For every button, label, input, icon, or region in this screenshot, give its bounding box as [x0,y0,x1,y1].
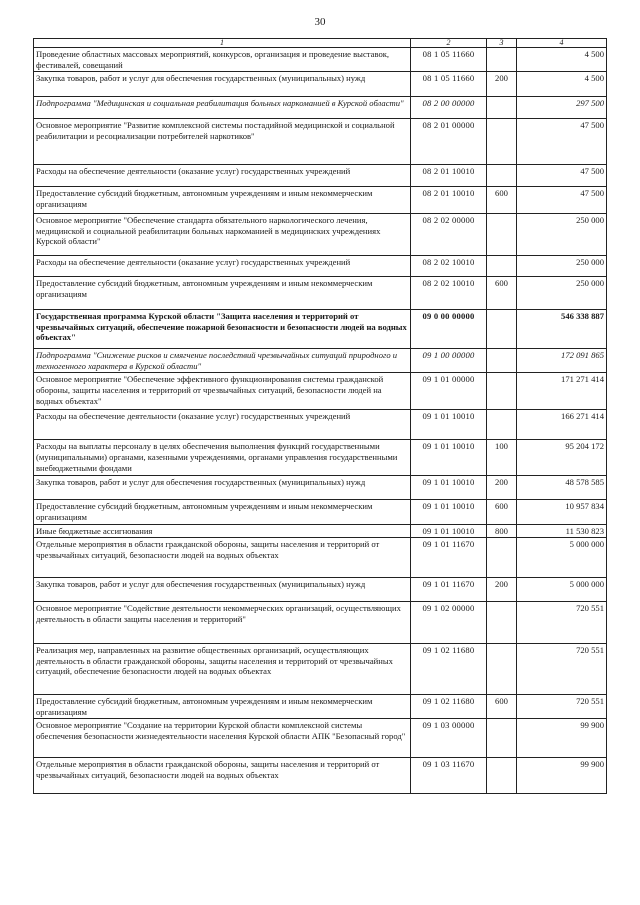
row-code-cell: 08 2 02 00000 [411,214,487,256]
row-name-cell: Закупка товаров, работ и услуг для обеспечения государственных (муниципальных) нужд [34,578,411,602]
row-code-cell: 08 1 05 11660 [411,72,487,97]
row-name-cell: Расходы на обеспечение деятельности (оказание услуг) государственных учреждений [34,165,411,187]
row-expense-type-cell [487,758,517,794]
table-row [34,119,607,165]
row-name-cell: Реализация мер, направленных на развитие общественных организаций, осуществляющих деятельность в области гражданской обороны, защиты населения и территорий от чрезвычайных ситуаций, обеспечение безопасности людей на водных объектах [34,644,411,695]
row-amount-cell: 47 500 [517,165,607,187]
row-name-cell: Отдельные мероприятия в области гражданской обороны, защиты населения и территорий от чрезвычайных ситуаций, безопасности людей на водных объектах [34,758,411,794]
row-expense-type-cell: 100 [487,440,517,476]
row-amount-cell: 99 900 [517,719,607,758]
row-expense-type-cell [487,48,517,72]
row-expense-type-cell [487,97,517,119]
row-name-cell: Закупка товаров, работ и услуг для обеспечения государственных (муниципальных) нужд [34,72,411,97]
row-amount-cell: 4 500 [517,48,607,72]
row-name-cell: Расходы на обеспечение деятельности (оказание услуг) государственных учреждений [34,410,411,440]
table-row [34,538,607,578]
row-expense-type-cell: 200 [487,72,517,97]
table-row [34,410,607,440]
row-code-cell: 09 1 03 11670 [411,758,487,794]
table-row [34,602,607,644]
row-amount-cell: 250 000 [517,214,607,256]
row-expense-type-cell: 200 [487,476,517,500]
row-name-cell: Предоставление субсидий бюджетным, автономным учреждениям и иным некоммерческим организациям [34,695,411,719]
row-amount-cell: 250 000 [517,277,607,310]
row-name-cell: Иные бюджетные ассигнования [34,524,411,538]
row-name-cell: Основное мероприятие "Содействие деятельности некоммерческих организаций, осуществляющих деятельность в области защиты населения и территорий" [34,602,411,644]
row-amount-cell: 250 000 [517,256,607,277]
row-expense-type-cell [487,373,517,410]
table-row [34,72,607,97]
table-row [34,578,607,602]
table-row [34,476,607,500]
row-amount-cell: 720 551 [517,695,607,719]
table-row [34,373,607,410]
row-name-cell: Отдельные мероприятия в области гражданской обороны, защиты населения и территорий от чрезвычайных ситуаций, безопасности людей на водных объектах [34,538,411,578]
table-row [34,214,607,256]
row-amount-cell: 10 957 834 [517,500,607,524]
row-code-cell: 09 0 00 00000 [411,310,487,349]
budget-table [33,38,607,794]
table-row [34,165,607,187]
table-row [34,758,607,794]
row-amount-cell: 95 204 172 [517,440,607,476]
row-amount-cell: 720 551 [517,602,607,644]
header-col-4: 4 [517,39,607,48]
row-name-cell: Закупка товаров, работ и услуг для обеспечения государственных (муниципальных) нужд [34,476,411,500]
row-expense-type-cell: 600 [487,277,517,310]
row-code-cell: 09 1 01 10010 [411,524,487,538]
row-expense-type-cell [487,410,517,440]
row-expense-type-cell: 600 [487,187,517,214]
table-row [34,644,607,695]
row-code-cell: 09 1 03 00000 [411,719,487,758]
table-header-row [34,39,607,48]
row-amount-cell: 171 271 414 [517,373,607,410]
row-expense-type-cell [487,119,517,165]
row-amount-cell: 99 900 [517,758,607,794]
table-row [34,97,607,119]
table-row [34,349,607,373]
row-code-cell: 08 2 02 10010 [411,256,487,277]
table-row [34,440,607,476]
table-row [34,500,607,524]
row-code-cell: 08 1 05 11660 [411,48,487,72]
table-body [34,48,607,794]
header-col-3: 3 [487,39,517,48]
table-row [34,719,607,758]
row-expense-type-cell [487,719,517,758]
row-code-cell: 09 1 02 11680 [411,644,487,695]
row-code-cell: 08 2 00 00000 [411,97,487,119]
row-name-cell: Подпрограмма "Снижение рисков и смягчение последствий чрезвычайных ситуаций природного и техногенного характера в Курской области" [34,349,411,373]
row-amount-cell: 48 578 585 [517,476,607,500]
row-code-cell: 09 1 01 10010 [411,476,487,500]
header-col-2: 2 [411,39,487,48]
row-amount-cell: 4 500 [517,72,607,97]
row-amount-cell: 720 551 [517,644,607,695]
row-code-cell: 08 2 01 10010 [411,165,487,187]
table-row [34,256,607,277]
header-col-1: 1 [34,39,411,48]
row-expense-type-cell [487,165,517,187]
row-name-cell: Предоставление субсидий бюджетным, автономным учреждениям и иным некоммерческим организациям [34,500,411,524]
row-expense-type-cell [487,644,517,695]
table-row [34,524,607,538]
row-amount-cell: 5 000 000 [517,538,607,578]
row-code-cell: 09 1 01 11670 [411,578,487,602]
row-expense-type-cell [487,602,517,644]
row-name-cell: Основное мероприятие "Обеспечение стандарта обязательного наркологического лечения, медицинской и социальной реабилитации больных наркоманией в медицинских учреждениях Курской области" [34,214,411,256]
row-name-cell: Основное мероприятие "Создание на территории Курской области комплексной системы обеспечения безопасности жизнедеятельности населения Курской области АПК "Безопасный город" [34,719,411,758]
row-code-cell: 09 1 01 10010 [411,440,487,476]
row-amount-cell: 11 530 823 [517,524,607,538]
row-amount-cell: 546 338 887 [517,310,607,349]
table-row [34,48,607,72]
row-expense-type-cell [487,538,517,578]
row-code-cell: 09 1 02 00000 [411,602,487,644]
row-amount-cell: 166 271 414 [517,410,607,440]
row-code-cell: 09 1 02 11680 [411,695,487,719]
row-name-cell: Основное мероприятие "Обеспечение эффективного функционирования системы гражданской обороны, защиты населения и территорий от чрезвычайных ситуаций, безопасности людей на водных объектах" [34,373,411,410]
row-name-cell: Подпрограмма "Медицинская и социальная реабилитация больных наркоманией в Курской области" [34,97,411,119]
row-amount-cell: 172 091 865 [517,349,607,373]
table-row [34,187,607,214]
row-code-cell: 09 1 01 11670 [411,538,487,578]
row-name-cell: Предоставление субсидий бюджетным, автономным учреждениям и иным некоммерческим организациям [34,187,411,214]
table-row [34,695,607,719]
row-expense-type-cell: 800 [487,524,517,538]
page-number: 30 [314,16,326,28]
row-expense-type-cell [487,310,517,349]
row-expense-type-cell [487,256,517,277]
row-amount-cell: 47 500 [517,187,607,214]
row-name-cell: Государственная программа Курской области "Защита населения и территорий от чрезвычайных ситуаций, обеспечение пожарной безопасности и безопасности людей на водных объектах" [34,310,411,349]
row-amount-cell: 5 000 000 [517,578,607,602]
table-row [34,310,607,349]
row-name-cell: Проведение областных массовых мероприятий, конкурсов, организация и проведение выставок, фестивалей, совещаний [34,48,411,72]
row-expense-type-cell [487,349,517,373]
row-code-cell: 09 1 01 00000 [411,373,487,410]
row-code-cell: 08 2 01 00000 [411,119,487,165]
row-amount-cell: 297 500 [517,97,607,119]
row-code-cell: 09 1 01 10010 [411,500,487,524]
row-expense-type-cell [487,214,517,256]
row-expense-type-cell: 600 [487,695,517,719]
row-code-cell: 08 2 02 10010 [411,277,487,310]
table-row [34,277,607,310]
row-expense-type-cell: 200 [487,578,517,602]
row-amount-cell: 47 500 [517,119,607,165]
row-name-cell: Основное мероприятие "Развитие комплексной системы постадийной медицинской и социальной реабилитации и ресоциализации потребителей наркотиков" [34,119,411,165]
row-name-cell: Расходы на выплаты персоналу в целях обеспечения выполнения функций государственными (муниципальными) органами, казенными учреждениями, органами управления государственными внебюджетными фондами [34,440,411,476]
row-code-cell: 09 1 00 00000 [411,349,487,373]
row-code-cell: 08 2 01 10010 [411,187,487,214]
row-name-cell: Расходы на обеспечение деятельности (оказание услуг) государственных учреждений [34,256,411,277]
row-expense-type-cell: 600 [487,500,517,524]
row-code-cell: 09 1 01 10010 [411,410,487,440]
row-name-cell: Предоставление субсидий бюджетным, автономным учреждениям и иным некоммерческим организациям [34,277,411,310]
